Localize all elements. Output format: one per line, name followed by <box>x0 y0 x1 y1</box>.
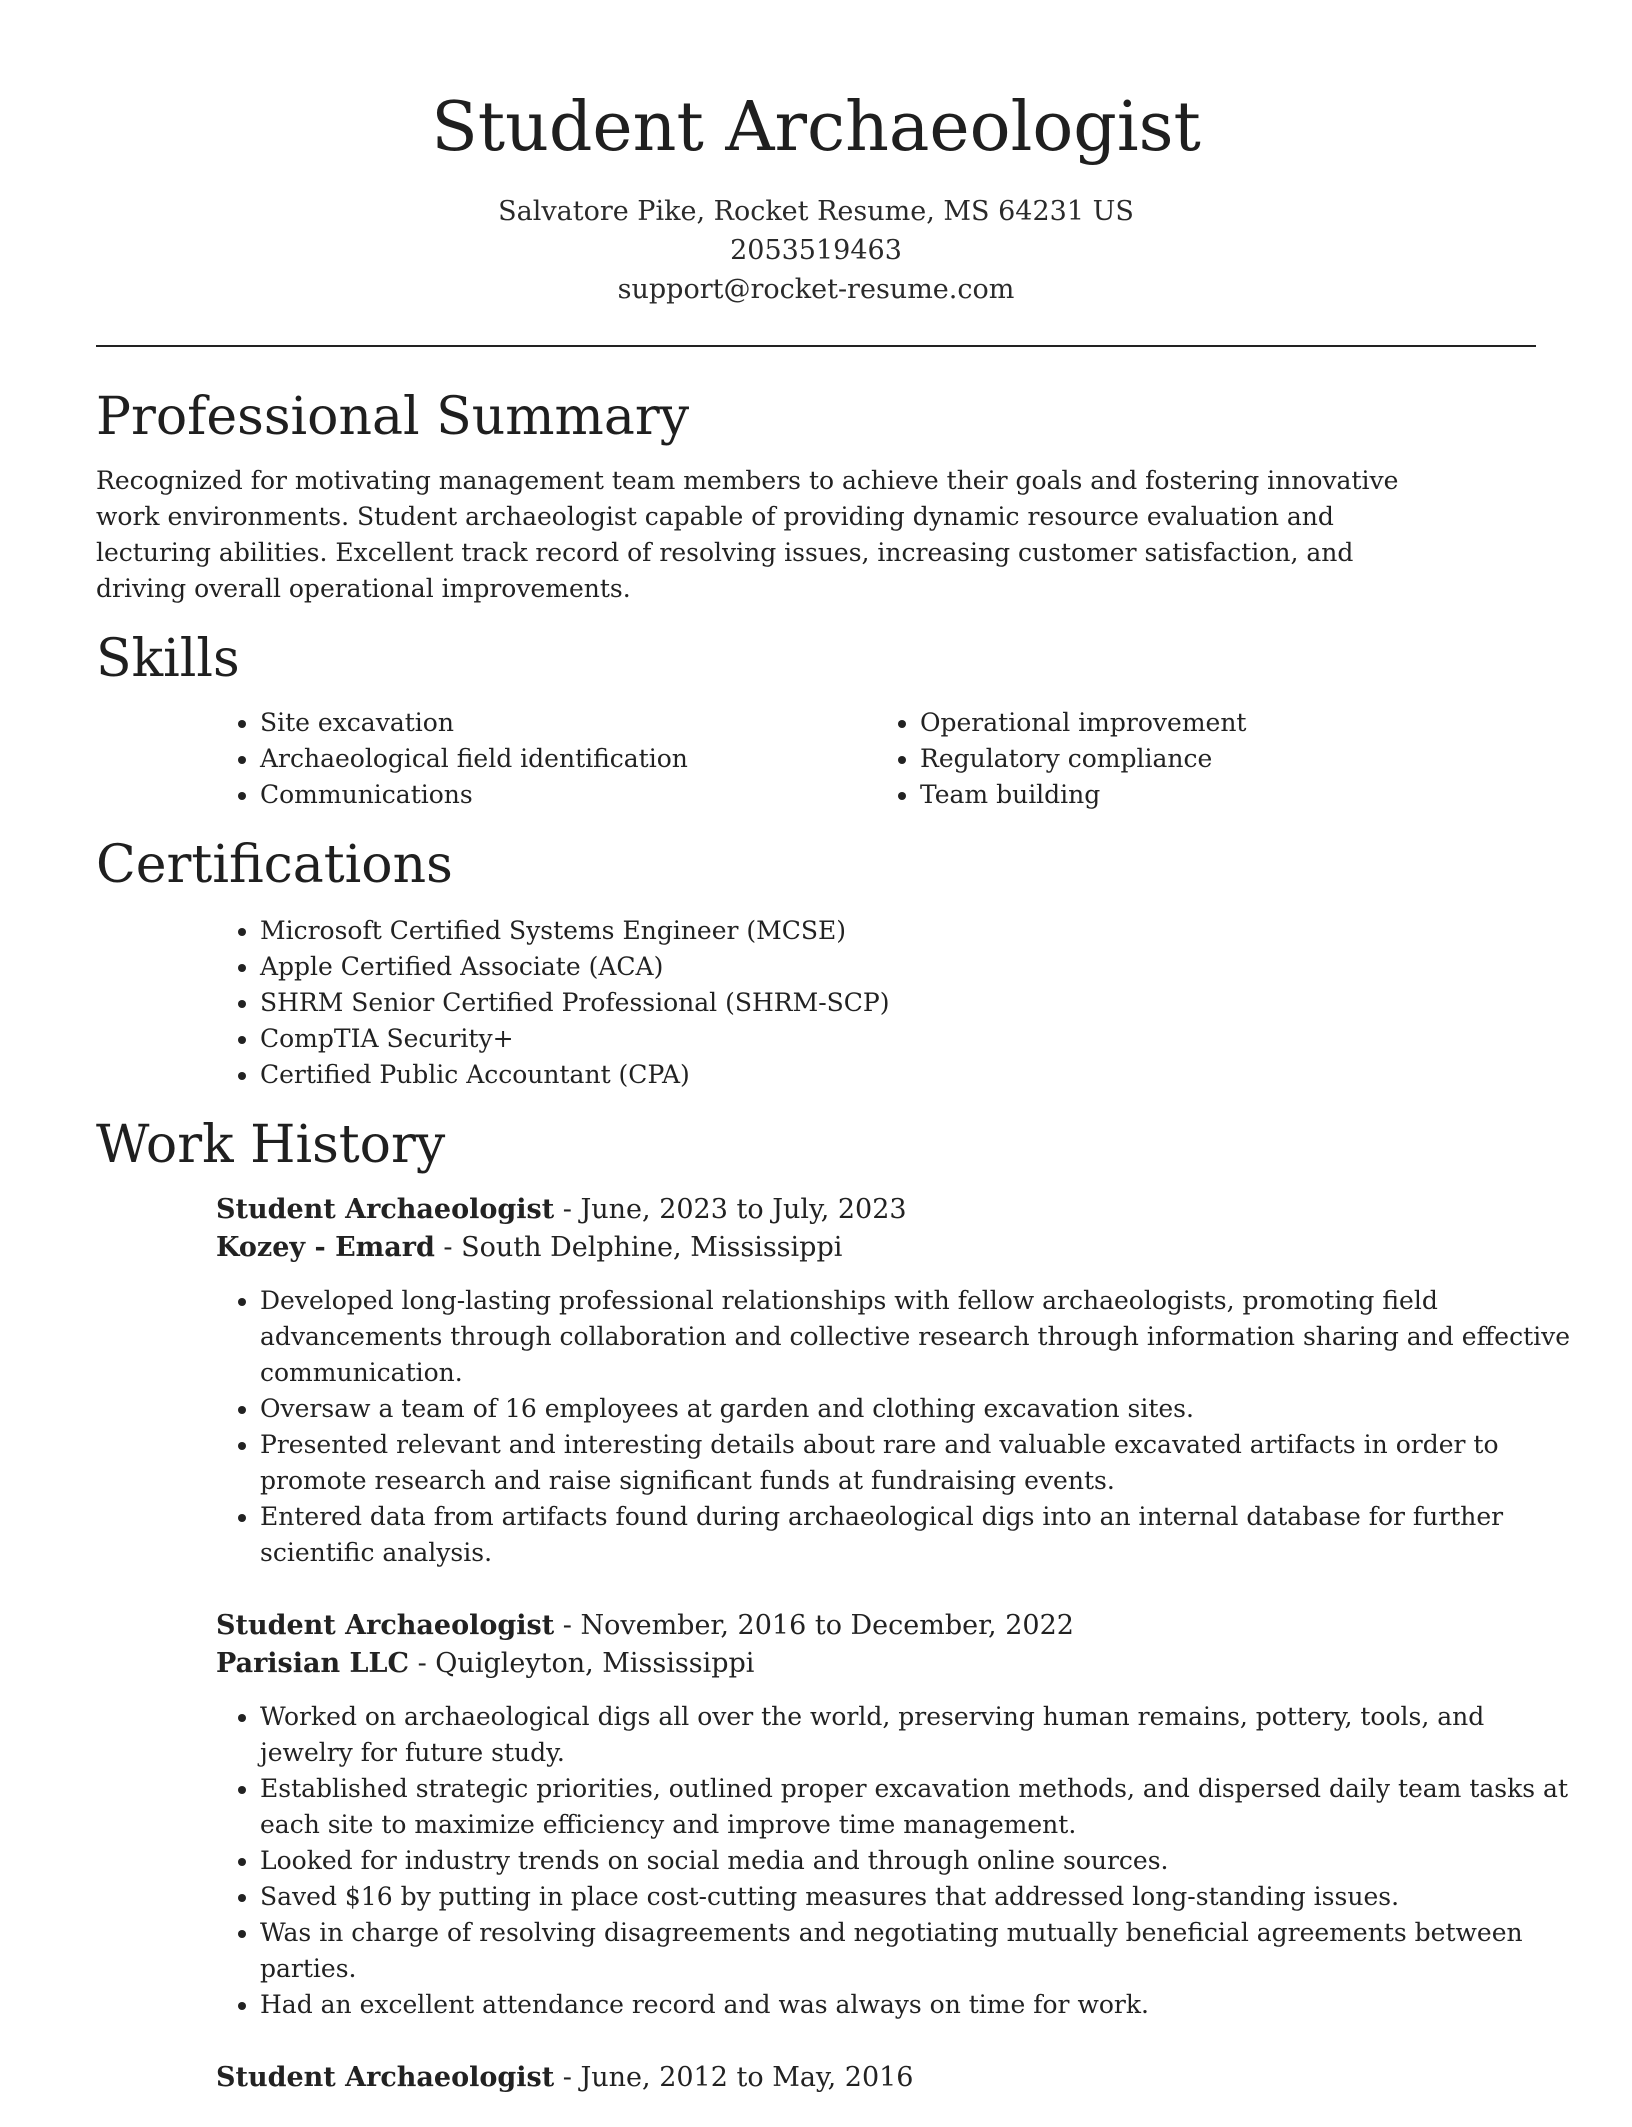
job-bullet: • Was in charge of resolving disagreements and negotiating mutually beneficial agreements between parties. <box>260 1915 1580 1987</box>
contact-phone: 2053519463 <box>730 235 902 266</box>
contact-address: Salvatore Pike, Rocket Resume, MS 64231 US <box>498 196 1134 227</box>
job-bullet: • Oversaw a team of 16 employees at garden and clothing excavation sites. <box>260 1391 1580 1427</box>
job-bullet: • Presented relevant and interesting details about rare and valuable excavated artifacts in order to promote research and raise significant funds at fundraising events. <box>260 1427 1580 1499</box>
job-company: Kozey - Emard <box>216 1232 435 1263</box>
job-entry <box>216 1607 1568 2023</box>
skill-item: • Communications <box>260 777 876 813</box>
job-bullet: • Saved $16 by putting in place cost-cutting measures that addressed long-standing issues. <box>260 1879 1580 1915</box>
certifications-heading: Certifications <box>96 835 453 895</box>
job-role: Student Archaeologist <box>216 1194 555 1225</box>
job-org-line <box>216 1229 1536 1267</box>
summary-text: Recognized for motivating management team members to achieve their goals and fostering innovative work environments. Student archaeologist capable of providing dynamic resource evaluation and lecturing abilities. Excellent track record of resolving issues, increasing customer satisfaction, and driving overall operational improvements. <box>96 466 1399 603</box>
job-dates: - June, 2023 to July, 2023 <box>554 1194 907 1225</box>
job-org-line <box>216 1645 1536 1683</box>
contact-block <box>96 192 1536 309</box>
header-divider <box>96 345 1536 347</box>
skills-grid <box>216 705 1536 813</box>
job-bullet: • Established strategic priorities, outlined proper excavation methods, and dispersed daily team tasks at each site to maximize efficiency and improve time management. <box>260 1771 1580 1843</box>
skill-item: • Regulatory compliance <box>920 741 1536 777</box>
job-bullets <box>216 1283 1580 1571</box>
certification-item: • CompTIA Security+ <box>260 1021 1536 1057</box>
skill-item: • Site excavation <box>260 705 876 741</box>
certification-item: • Apple Certified Associate (ACA) <box>260 949 1536 985</box>
job-location: - Quigleyton, Mississippi <box>409 1648 755 1679</box>
job-title-line <box>216 1191 1536 1229</box>
job-dates: - November, 2016 to December, 2022 <box>554 1610 1074 1641</box>
job-company: Parisian LLC <box>216 1648 409 1679</box>
contact-email: support@rocket-resume.com <box>617 274 1015 305</box>
job-title-line <box>216 1607 1536 1645</box>
job-entry <box>216 1191 1571 1571</box>
job-bullet: • Worked on archaeological digs all over the world, preserving human remains, pottery, tools, and jewelry for future study. <box>260 1699 1580 1771</box>
job-bullets <box>216 1699 1580 2023</box>
job-bullet: • Developed long-lasting professional relationships with fellow archaeologists, promoting field advancements through collaboration and collective research through information sharing and effective communication. <box>260 1283 1580 1391</box>
work-history-heading: Work History <box>96 1115 446 1175</box>
job-dates: - June, 2012 to May, 2016 <box>554 2062 914 2093</box>
skill-item: • Archaeological field identification <box>260 741 876 777</box>
job-role: Student Archaeologist <box>216 1610 555 1641</box>
job-bullet: • Had an excellent attendance record and was always on time for work. <box>260 1987 1580 2023</box>
resume-page <box>96 0 1571 2127</box>
job-bullet: • Looked for industry trends on social media and through online sources. <box>260 1843 1580 1879</box>
certification-item: • SHRM Senior Certified Professional (SHRM-SCP) <box>260 985 1536 1021</box>
skill-item: • Operational improvement <box>920 705 1536 741</box>
job-role: Student Archaeologist <box>216 2062 555 2093</box>
summary-heading: Professional Summary <box>96 387 690 447</box>
job-title-line <box>216 2059 1536 2097</box>
skills-list-right <box>876 705 1536 813</box>
skill-item: • Team building <box>920 777 1536 813</box>
resume-title: Student Archaeologist <box>431 88 1201 167</box>
skills-list-left <box>216 705 876 813</box>
certification-item: • Certified Public Accountant (CPA) <box>260 1057 1536 1093</box>
skills-heading: Skills <box>96 629 240 689</box>
certifications-list <box>216 913 1536 1093</box>
certification-item: • Microsoft Certified Systems Engineer (MCSE) <box>260 913 1536 949</box>
job-location: - South Delphine, Mississippi <box>434 1232 843 1263</box>
job-bullet: • Entered data from artifacts found during archaeological digs into an internal database for further scientific analysis. <box>260 1499 1580 1571</box>
job-entry <box>216 2059 1536 2097</box>
